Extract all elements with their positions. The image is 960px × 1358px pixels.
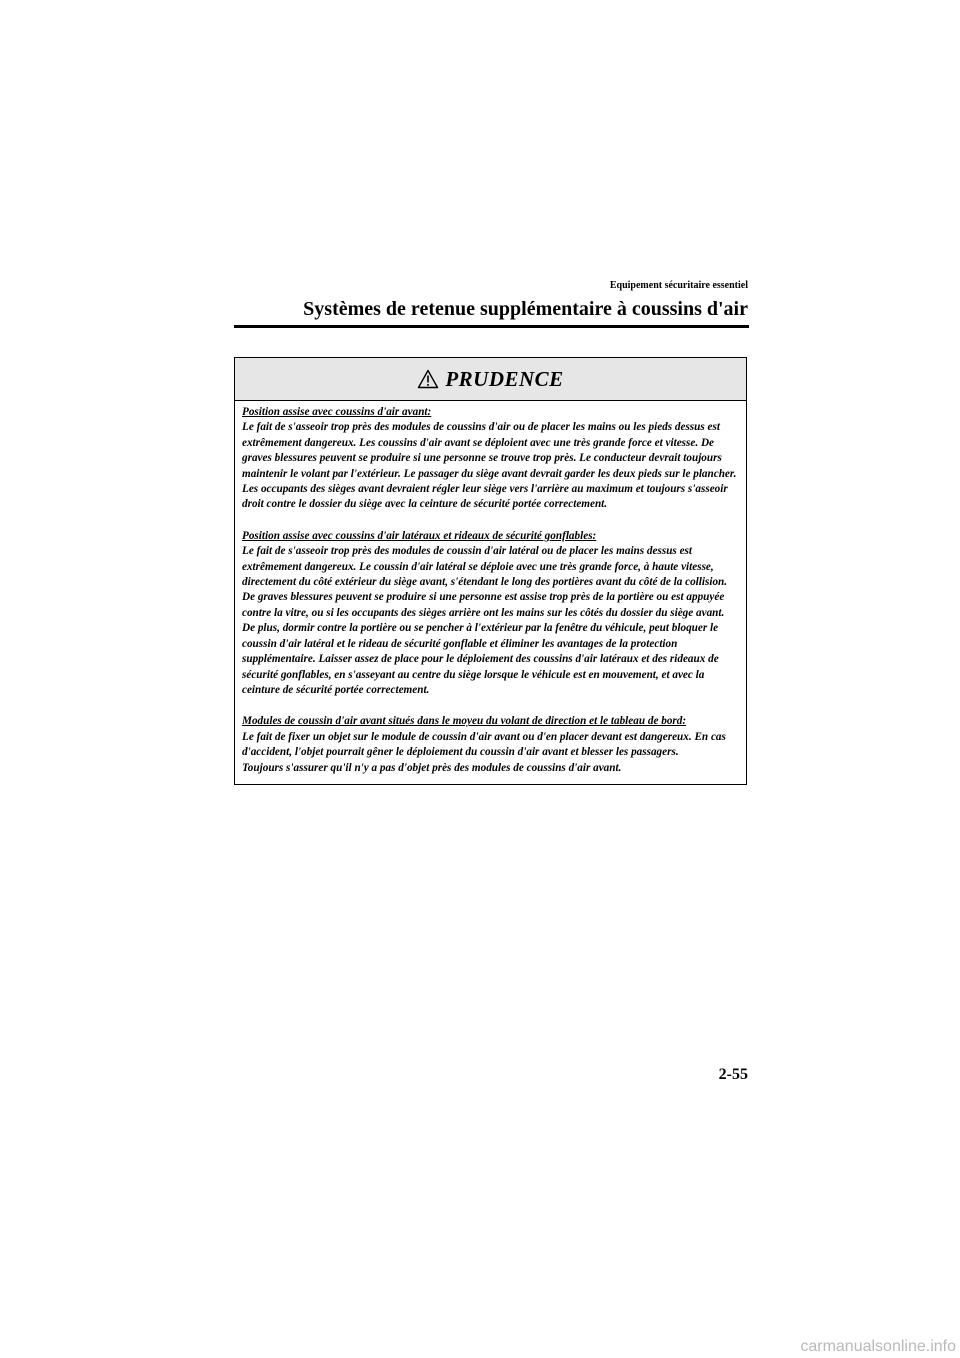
paragraph-text: Toujours s'assurer qu'il n'y a pas d'objet près des modules de coussins d'air avant. [242,761,622,774]
caution-header [235,358,746,401]
caution-paragraph-front-airbags [242,405,740,513]
page-number: 2-55 [718,1066,748,1083]
paragraph-heading: Modules de coussin d'air avant situés dans le moyeu du volant de direction et le tableau de bord: [242,715,687,728]
caution-body [235,401,746,784]
caution-box [234,357,747,785]
caution-paragraph-side-airbags [242,529,740,698]
header-rule [234,325,749,328]
paragraph-heading: Position assise avec coussins d'air avant: [242,406,432,418]
running-header [303,280,748,320]
chapter-title: Systèmes de retenue supplémentaire à coussins d'air [303,298,748,320]
watermark: carmanualsonline.info [800,1338,956,1355]
paragraph-heading: Position assise avec coussins d'air latéraux et rideaux de sécurité gonflables: [242,529,597,542]
paragraph-text: Le fait de fixer un objet sur le module de coussin d'air avant ou d'en placer devant est dangereux. En cas d'accident, l'objet pourrait gêner le déploiement du coussin d'air avant et blesser les passagers. [242,730,726,759]
caution-paragraph-airbag-modules [242,714,740,776]
warning-triangle-icon [417,369,439,389]
caution-title: PRUDENCE [445,366,564,391]
paragraph-text: Le fait de s'asseoir trop près des modules de coussins d'air ou de placer les mains ou les pieds dessus est extrêmement dangereux. Les coussins d'air avant se déploient avec une très grande force et vitesse. De graves blessures peuvent se produire si une personne se trouve trop près. Le conducteur devrait toujours maintenir le volant par l'extérieur. Le passager du siège avant devrait garder les deux pieds sur le plancher. Les occupants des sièges avant devraient régler leur siège vers l'arrière au maximum et toujours s'asseoir droit contre le dossier du siège avec la ceinture de sécurité portée correctement. [242,421,737,511]
paragraph-text: Le fait de s'asseoir trop près des modules de coussin d'air latéral ou de placer les mains dessus est extrêmement dangereux. Le coussin d'air latéral se déploie avec une très grande force, à haute vitesse, directement du côté extérieur du siège avant, s'étendant le long des portières avant du côté de la collision. De graves blessures peuvent se produire si une personne est assise trop près de la portière ou est appuyée contre la vitre, ou si les occupants des sièges arrière ont les mains sur les côtés du dossier du siège avant. De plus, dormir contre la portière ou se pencher à l'extérieur par la fenêtre du véhicule, peut bloquer le coussin d'air latéral et le rideau de sécurité gonflable et éliminer les avantages de la protection supplémentaire. Laisser assez de place pour le déploiement des coussins d'air latéraux et des rideaux de sécurité gonflables, en s'asseyant au centre du siège lorsque le véhicule est en mouvement, et avec la ceinture de sécurité portée correctement. [242,545,728,696]
section-label: Equipement sécuritaire essentiel [609,280,748,291]
